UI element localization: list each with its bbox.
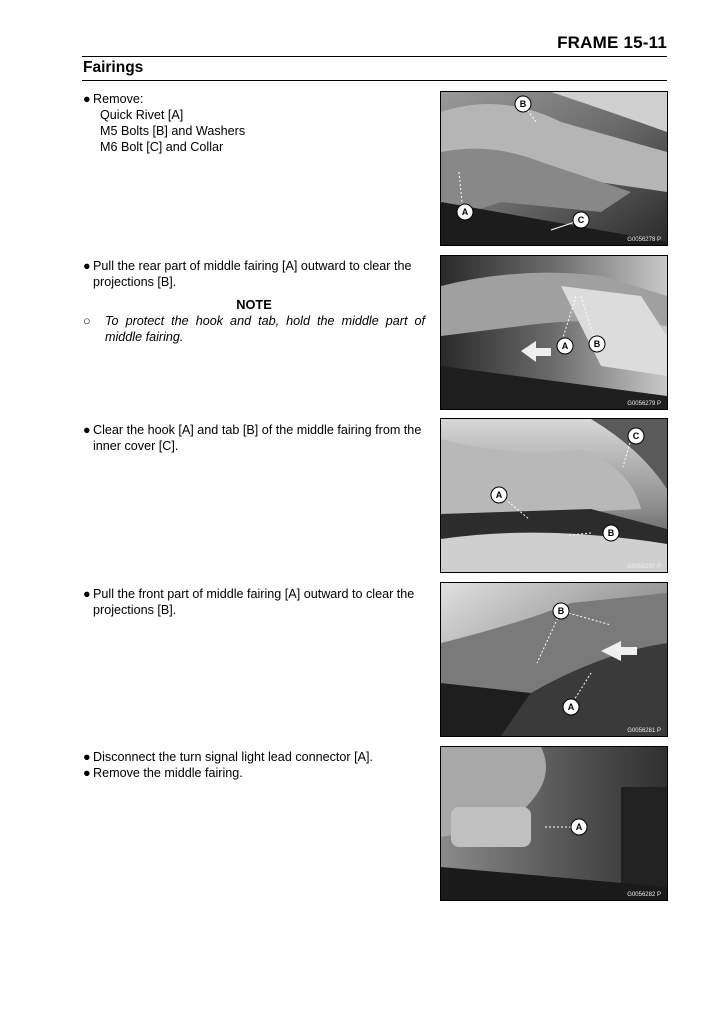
step-sub-item: M5 Bolts [B] and Washers xyxy=(100,124,246,138)
bullet-icon: ● xyxy=(83,587,91,601)
photo-code: G0056280 P xyxy=(627,564,661,570)
bullet-icon: ● xyxy=(83,750,91,764)
photo-code: G0056281 P xyxy=(627,728,661,734)
step-4-text xyxy=(83,586,425,618)
note-text: ○ To protect the hook and tab, hold the middle part of middle fairing. xyxy=(83,314,425,344)
step-bullet: ● Pull the rear part of middle fairing [A] outward to clear the projections [B]. xyxy=(83,259,412,289)
step-bullet: ● Remove: xyxy=(83,92,144,106)
callout-label-c: C xyxy=(577,215,585,225)
callout-label-a: A xyxy=(461,207,469,217)
step-1-text xyxy=(83,91,425,155)
page-header-title: FRAME 15-11 xyxy=(557,33,667,52)
step-1-photo xyxy=(440,91,668,246)
callout-label-b: B xyxy=(519,99,527,109)
note-title: NOTE xyxy=(236,297,272,312)
step-3-photo xyxy=(440,418,668,573)
step-5-text xyxy=(83,749,425,781)
bullet-icon: ● xyxy=(83,259,91,273)
header-divider xyxy=(82,56,667,57)
bullet-icon: ● xyxy=(83,766,91,780)
callout-label-b: B xyxy=(593,339,601,349)
step-2-photo xyxy=(440,255,668,410)
photo-code: G0056282 P xyxy=(627,892,661,898)
photo-code: G0056278 P xyxy=(627,237,661,243)
step-5-photo xyxy=(440,746,668,901)
step-2-text xyxy=(83,258,425,345)
step-bullet: ● Disconnect the turn signal light lead connector [A]. xyxy=(83,750,374,764)
photo-code: G0056279 P xyxy=(627,401,661,407)
step-sub-item: M6 Bolt [C] and Collar xyxy=(100,140,224,154)
step-bullet: ● Clear the hook [A] and tab [B] of the middle fairing from the inner cover [C]. xyxy=(83,423,422,453)
callout-label-b: B xyxy=(557,606,565,616)
step-bullet: ● Remove the middle fairing. xyxy=(83,766,243,780)
bullet-icon: ● xyxy=(83,92,91,106)
section-divider xyxy=(82,80,667,81)
circle-bullet-icon: ○ xyxy=(83,314,91,328)
callout-label-a: A xyxy=(575,822,583,832)
callout-label-a: A xyxy=(567,702,575,712)
step-4-photo xyxy=(440,582,668,737)
step-bullet: ● Pull the front part of middle fairing [A] outward to clear the projections [B]. xyxy=(83,587,415,617)
callout-label-b: B xyxy=(607,528,615,538)
step-sub-item: Quick Rivet [A] xyxy=(100,108,184,122)
callout-label-a: A xyxy=(495,490,503,500)
bullet-icon: ● xyxy=(83,423,91,437)
step-3-text xyxy=(83,422,425,454)
callout-label-c: C xyxy=(632,431,640,441)
callout-label-a: A xyxy=(561,341,569,351)
section-title: Fairings xyxy=(83,59,144,76)
